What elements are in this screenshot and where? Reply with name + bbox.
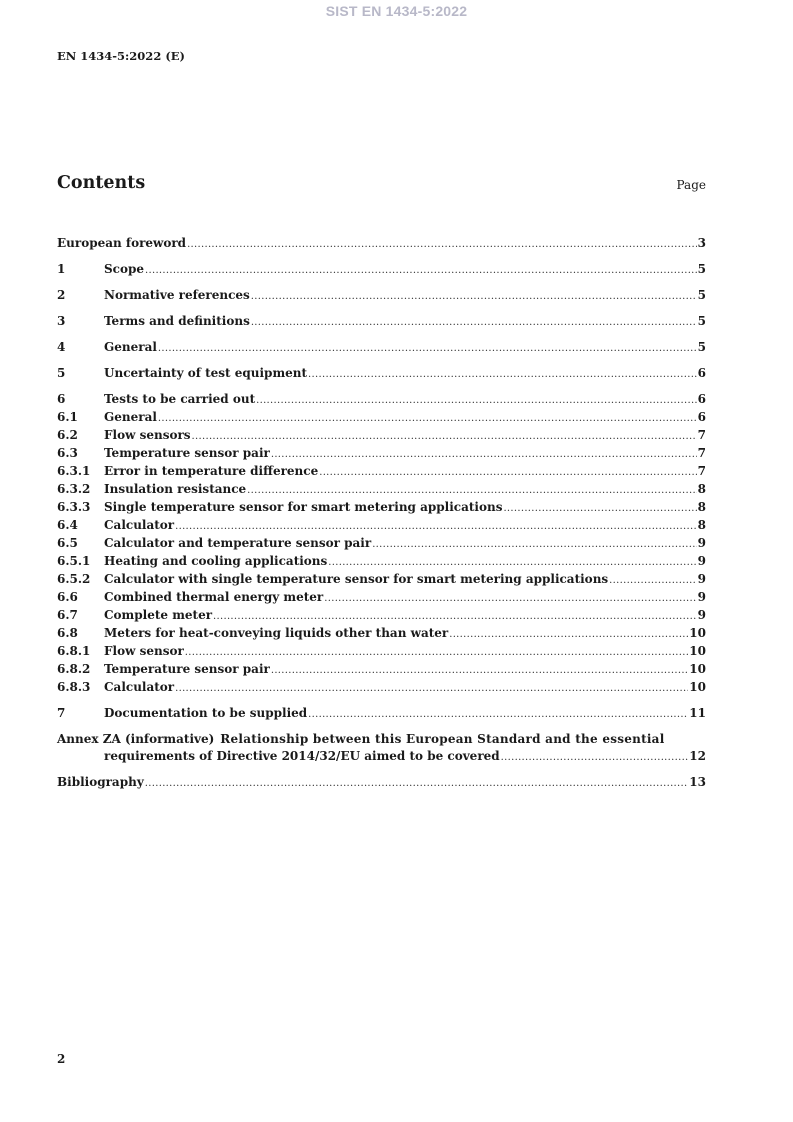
toc-entry[interactable]	[57, 287, 706, 305]
toc-entry[interactable]	[57, 445, 706, 463]
toc-entry-page: 10	[689, 644, 706, 658]
toc-entry-title: Calculator	[104, 518, 175, 532]
toc-entry-number: 6.3.3	[57, 500, 91, 514]
dot-leader	[145, 775, 689, 792]
watermark: SIST EN 1434-5:2022	[325, 3, 468, 19]
toc-entry[interactable]	[57, 661, 706, 679]
dot-leader	[324, 590, 696, 607]
toc-entry-title: European foreword	[57, 236, 187, 250]
toc-entry-page: 9	[697, 554, 706, 568]
toc-entry-number: 6.2	[57, 428, 78, 442]
toc-entry[interactable]	[57, 409, 706, 427]
dot-leader	[308, 366, 697, 383]
toc-entry[interactable]	[57, 571, 706, 589]
toc-entry-number: 7	[57, 706, 66, 720]
dot-leader	[187, 236, 697, 253]
toc-entry-number: 6.8.1	[57, 644, 91, 658]
page-column-label: Page	[676, 178, 706, 192]
toc-entry-page: 10	[689, 626, 706, 640]
toc-entry[interactable]	[57, 607, 706, 625]
toc-entry-number: 1	[57, 262, 66, 276]
table-of-contents	[57, 235, 706, 792]
toc-entry-bibliography[interactable]	[57, 774, 706, 792]
toc-entry-number: 5	[57, 366, 66, 380]
toc-entry-title: Calculator and temperature sensor pair	[104, 536, 372, 550]
dot-leader	[251, 288, 697, 305]
toc-entry-title: Meters for heat-conveying liquids other than water	[104, 626, 449, 640]
toc-entry-number: 6.1	[57, 410, 78, 424]
contents-heading: Contents	[57, 173, 146, 193]
toc-entry-number: 4	[57, 340, 66, 354]
toc-entry-number: 6.5.2	[57, 572, 91, 586]
toc-entry[interactable]	[57, 705, 706, 723]
dot-leader	[175, 680, 688, 697]
toc-entry-title: Calculator	[104, 680, 175, 694]
dot-leader	[158, 340, 697, 357]
toc-entry[interactable]	[57, 589, 706, 607]
toc-entry-title: Error in temperature difference	[104, 464, 319, 478]
toc-entry[interactable]	[57, 481, 706, 499]
toc-entry-number: 2	[57, 288, 66, 302]
dot-leader	[372, 536, 696, 553]
toc-entry[interactable]	[57, 365, 706, 383]
page-number: 2	[57, 1052, 66, 1066]
toc-entry[interactable]	[57, 427, 706, 445]
toc-entry-number: 6.3.2	[57, 482, 91, 496]
dot-leader	[256, 392, 697, 409]
toc-entry-number: 6.8.2	[57, 662, 91, 676]
dot-leader	[319, 464, 696, 481]
toc-entry-number: 6.8	[57, 626, 78, 640]
toc-entry[interactable]	[57, 625, 706, 643]
dot-leader	[308, 706, 688, 723]
dot-leader	[251, 314, 697, 331]
toc-entry-title: Single temperature sensor for smart metering applications	[104, 500, 503, 514]
toc-entry-annex-continued[interactable]	[57, 748, 706, 766]
toc-entry-page: 7	[697, 446, 706, 460]
toc-entry-number: 6.6	[57, 590, 78, 604]
toc-entry-number: 6.8.3	[57, 680, 91, 694]
toc-entry[interactable]	[57, 517, 706, 535]
toc-entry-title: Bibliography	[57, 775, 144, 789]
toc-entry-page: 5	[697, 262, 706, 276]
toc-entry-title: Tests to be carried out	[104, 392, 256, 406]
dot-leader	[271, 446, 697, 463]
toc-entry-title: Temperature sensor pair	[104, 446, 270, 460]
toc-entry-number: 6.3.1	[57, 464, 91, 478]
dot-leader	[328, 554, 696, 571]
toc-entry[interactable]	[57, 643, 706, 661]
toc-entry-page: 6	[697, 392, 706, 406]
toc-entry-title: Insulation resistance	[104, 482, 247, 496]
toc-entry-title: Complete meter	[104, 608, 213, 622]
toc-entry-page: 7	[697, 428, 706, 442]
toc-entry-title: Uncertainty of test equipment	[104, 366, 308, 380]
toc-entry-title: Heating and cooling applications	[104, 554, 328, 568]
dot-leader	[185, 644, 689, 661]
toc-entry-page: 9	[697, 572, 706, 586]
dot-leader	[503, 500, 696, 517]
toc-entry-page: 13	[689, 775, 706, 789]
annex-title-line1: Relationship between this European Standard and the essential	[220, 732, 665, 746]
toc-entry-page: 6	[697, 366, 706, 380]
toc-entry-title: General	[104, 340, 157, 354]
toc-entry-page: 10	[689, 662, 706, 676]
dot-leader	[192, 428, 697, 445]
toc-entry-number: 6.4	[57, 518, 78, 532]
toc-entry-number: 3	[57, 314, 66, 328]
toc-entry-title: Scope	[104, 262, 145, 276]
toc-entry[interactable]	[57, 463, 706, 481]
toc-entry-title: Calculator with single temperature sensor for smart metering applications	[104, 572, 609, 586]
toc-entry-page: 9	[697, 608, 706, 622]
dot-leader	[501, 749, 689, 766]
toc-entry[interactable]	[57, 391, 706, 409]
toc-entry-page: 11	[689, 706, 706, 720]
toc-entry[interactable]	[57, 313, 706, 331]
toc-entry-page: 6	[697, 410, 706, 424]
toc-entry-title: Temperature sensor pair	[104, 662, 270, 676]
dot-leader	[213, 608, 697, 625]
toc-entry-title: Flow sensor	[104, 644, 184, 658]
toc-entry[interactable]	[57, 499, 706, 517]
toc-entry-number: 6.5	[57, 536, 78, 550]
dot-leader	[145, 262, 697, 279]
toc-entry-number: 6	[57, 392, 66, 406]
toc-entry-page: 9	[697, 536, 706, 550]
toc-entry-title: Flow sensors	[104, 428, 191, 442]
toc-entry-page: 10	[689, 680, 706, 694]
dot-leader	[609, 572, 696, 589]
toc-entry[interactable]	[57, 553, 706, 571]
toc-entry-number: 6.5.1	[57, 554, 91, 568]
toc-entry-page: 8	[697, 482, 706, 496]
annex-title-line2: requirements of Directive 2014/32/EU aimed to be covered	[104, 749, 500, 763]
dot-leader	[175, 518, 697, 535]
document-id: EN 1434-5:2022 (E)	[57, 49, 185, 63]
toc-entry-annex[interactable]	[57, 731, 706, 748]
dot-leader	[158, 410, 697, 427]
toc-entry-page: 7	[697, 464, 706, 478]
dot-leader	[449, 626, 688, 643]
toc-entry[interactable]	[57, 261, 706, 279]
toc-entry-title: Normative references	[104, 288, 250, 302]
toc-entry-title: Terms and definitions	[104, 314, 250, 328]
toc-entry[interactable]	[57, 535, 706, 553]
toc-entry-title: Documentation to be supplied	[104, 706, 308, 720]
toc-entry-page: 8	[697, 518, 706, 532]
toc-entry[interactable]	[57, 235, 706, 253]
toc-entry[interactable]	[57, 339, 706, 357]
dot-leader	[247, 482, 696, 499]
toc-entry-page: 8	[697, 500, 706, 514]
toc-entry-page: 5	[697, 288, 706, 302]
toc-entry-number: 6.3	[57, 446, 78, 460]
toc-entry-page: 3	[697, 236, 706, 250]
toc-entry-number: 6.7	[57, 608, 78, 622]
toc-entry-page: 12	[689, 749, 706, 763]
dot-leader	[271, 662, 688, 679]
toc-entry-title: Combined thermal energy meter	[104, 590, 324, 604]
toc-entry-page: 5	[697, 340, 706, 354]
annex-label: Annex ZA (informative)	[57, 732, 215, 746]
toc-entry-title: General	[104, 410, 157, 424]
toc-entry[interactable]	[57, 679, 706, 697]
toc-entry-page: 9	[697, 590, 706, 604]
toc-entry-page: 5	[697, 314, 706, 328]
